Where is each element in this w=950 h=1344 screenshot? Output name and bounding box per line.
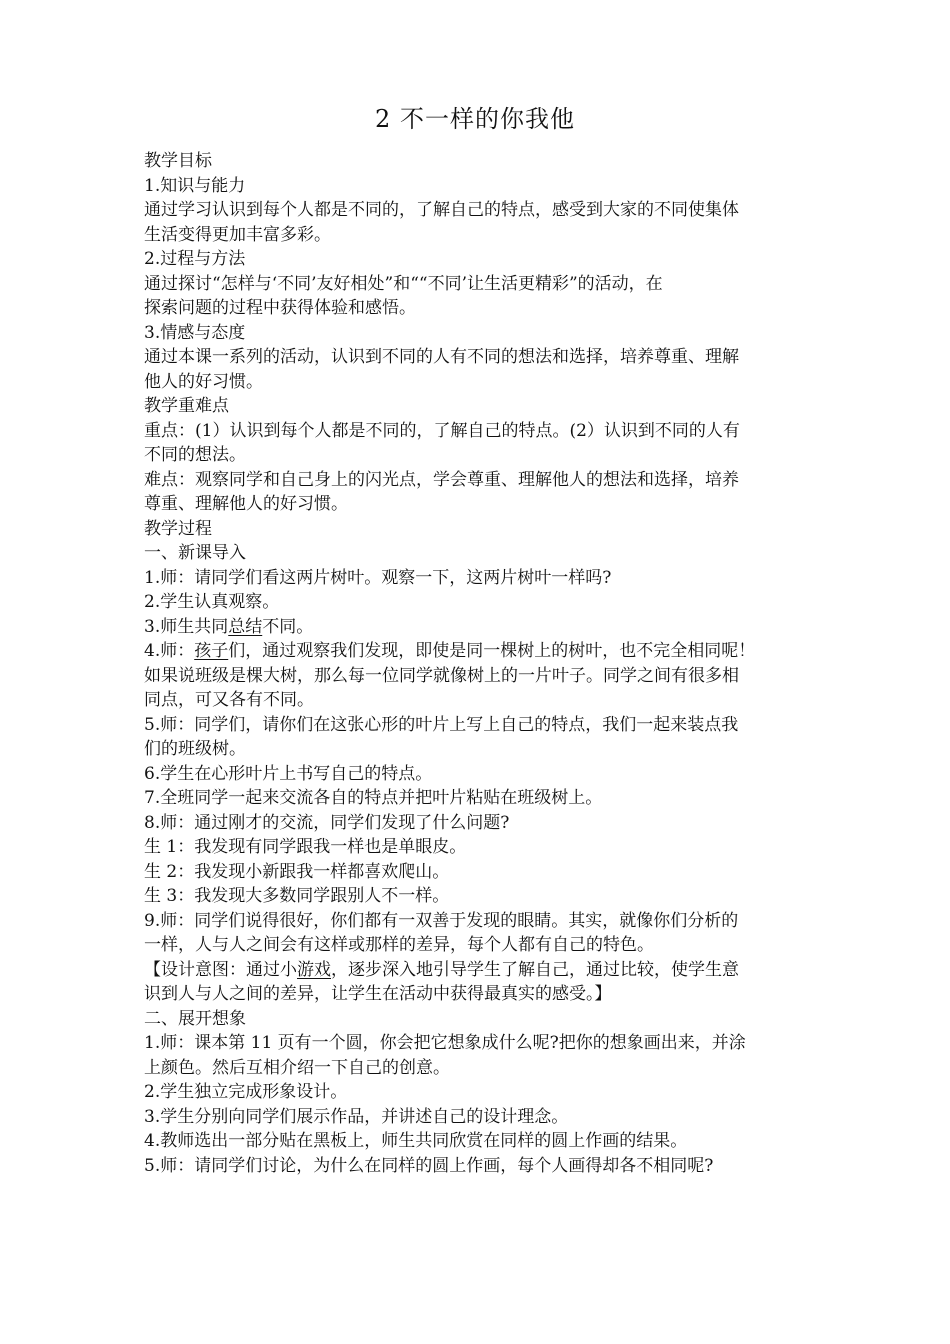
- text-line: 5.师：请同学们讨论，为什么在同样的圆上作画，每个人画得却各不相同呢?: [144, 1155, 714, 1176]
- underlined-text: 孩子: [194, 641, 229, 661]
- text-line: 2.过程与方法: [144, 249, 246, 269]
- text-line: 3.学生分别向同学们展示作品，并讲述自己的设计理念。: [144, 1106, 569, 1127]
- text-line: 3.情感与态度: [144, 322, 246, 343]
- text-line: 他人的好习惯。: [144, 371, 263, 392]
- text-line: 重点：(1）认识到每个人都是不同的，了解自己的特点。(2）认识到不同的人有: [144, 420, 740, 441]
- text-line: 如果说班级是棵大树，那么每一位同学就像树上的一片叶子。同学之间有很多相: [144, 665, 739, 686]
- text-line: 生活变得更加丰富多彩。: [144, 224, 331, 245]
- line-text-segment: 3.师生共同: [144, 616, 229, 637]
- text-line: 难点：观察同学和自己身上的闪光点，学会尊重、理解他人的想法和选择，培养: [144, 469, 739, 490]
- text-line: [144, 639, 816, 664]
- text-line: 一、新课导入: [144, 543, 246, 563]
- text-line: 二、展开想象: [144, 1008, 246, 1029]
- text-line: 9.师：同学们说得很好，你们都有一双善于发现的眼睛。其实，就像你们分析的: [144, 910, 739, 931]
- text-line: 2.学生独立完成形象设计。: [144, 1082, 348, 1102]
- text-line: 不同的想法。: [144, 445, 246, 465]
- text-line: 教学过程: [144, 518, 212, 539]
- text-line: 1.师：课本第 11 页有一个圆，你会把它想象成什么呢?把你的想象画出来，并涂: [144, 1033, 746, 1053]
- line-text-segment: 4.师：: [144, 641, 195, 661]
- text-line: 们的班级树。: [144, 739, 246, 759]
- document-body: [144, 149, 816, 1178]
- text-line: 尊重、理解他人的好习惯。: [144, 494, 348, 514]
- text-line: [144, 615, 816, 640]
- underlined-text: 总结: [228, 616, 263, 637]
- text-line: 8.师：通过刚才的交流，同学们发现了什么问题?: [144, 812, 510, 833]
- text-line: 教学重难点: [144, 396, 229, 416]
- document-title: 2 不一样的你我他: [375, 105, 575, 133]
- text-line: 2.学生认真观察。: [144, 592, 280, 612]
- text-line: 4.教师选出一部分贴在黑板上，师生共同欣赏在同样的圆上作画的结果。: [144, 1131, 688, 1151]
- text-line: 5.师：同学们，请你们在这张心形的叶片上写上自己的特点，我们一起来装点我: [144, 714, 739, 735]
- text-line: 生 2：我发现小新跟我一样都喜欢爬山。: [144, 861, 450, 882]
- text-line: 1.师：请同学们看这两片树叶。观察一下，这两片树叶一样吗?: [144, 567, 612, 588]
- text-line: 一样，人与人之间会有这样或那样的差异，每个人都有自己的特色。: [144, 935, 654, 955]
- text-line: 探索问题的过程中获得体验和感悟。: [144, 298, 416, 318]
- text-line: 7.全班同学一起来交流各自的特点并把叶片粘贴在班级树上。: [144, 788, 603, 808]
- text-line: 识到人与人之间的差异，让学生在活动中获得最真实的感受。】: [144, 984, 612, 1004]
- text-line: 生 3：我发现大多数同学跟别人不一样。: [144, 886, 450, 906]
- text-line: 生 1：我发现有同学跟我一样也是单眼皮。: [144, 837, 467, 857]
- text-line: 通过探讨“怎样与‘不同’友好相处”和““不同’让生活更精彩”的活动，在: [144, 273, 663, 294]
- text-line: 通过本课一系列的活动，认识到不同的人有不同的想法和选择，培养尊重、理解: [144, 347, 739, 367]
- line-text-segment: 【设计意图：通过小: [144, 959, 297, 980]
- line-text-segment: 不同。: [262, 616, 314, 637]
- text-line: 1.知识与能力: [144, 175, 246, 196]
- text-line: 同点，可又各有不同。: [144, 690, 314, 710]
- text-line: 上颜色。然后互相介绍一下自己的创意。: [144, 1057, 450, 1078]
- line-text-segment: 们，通过观察我们发现，即使是同一棵树上的树叶，也不完全相同呢！: [228, 641, 756, 661]
- line-text-segment: ，逐步深入地引导学生了解自己，通过比较，使学生意: [331, 959, 739, 980]
- text-line: 教学目标: [144, 151, 212, 171]
- text-line: 通过学习认识到每个人都是不同的，了解自己的特点，感受到大家的不同使集体: [144, 200, 739, 220]
- text-line: 6.学生在心形叶片上书写自己的特点。: [144, 763, 433, 784]
- text-line: [144, 958, 816, 983]
- underlined-text: 游戏: [297, 959, 331, 980]
